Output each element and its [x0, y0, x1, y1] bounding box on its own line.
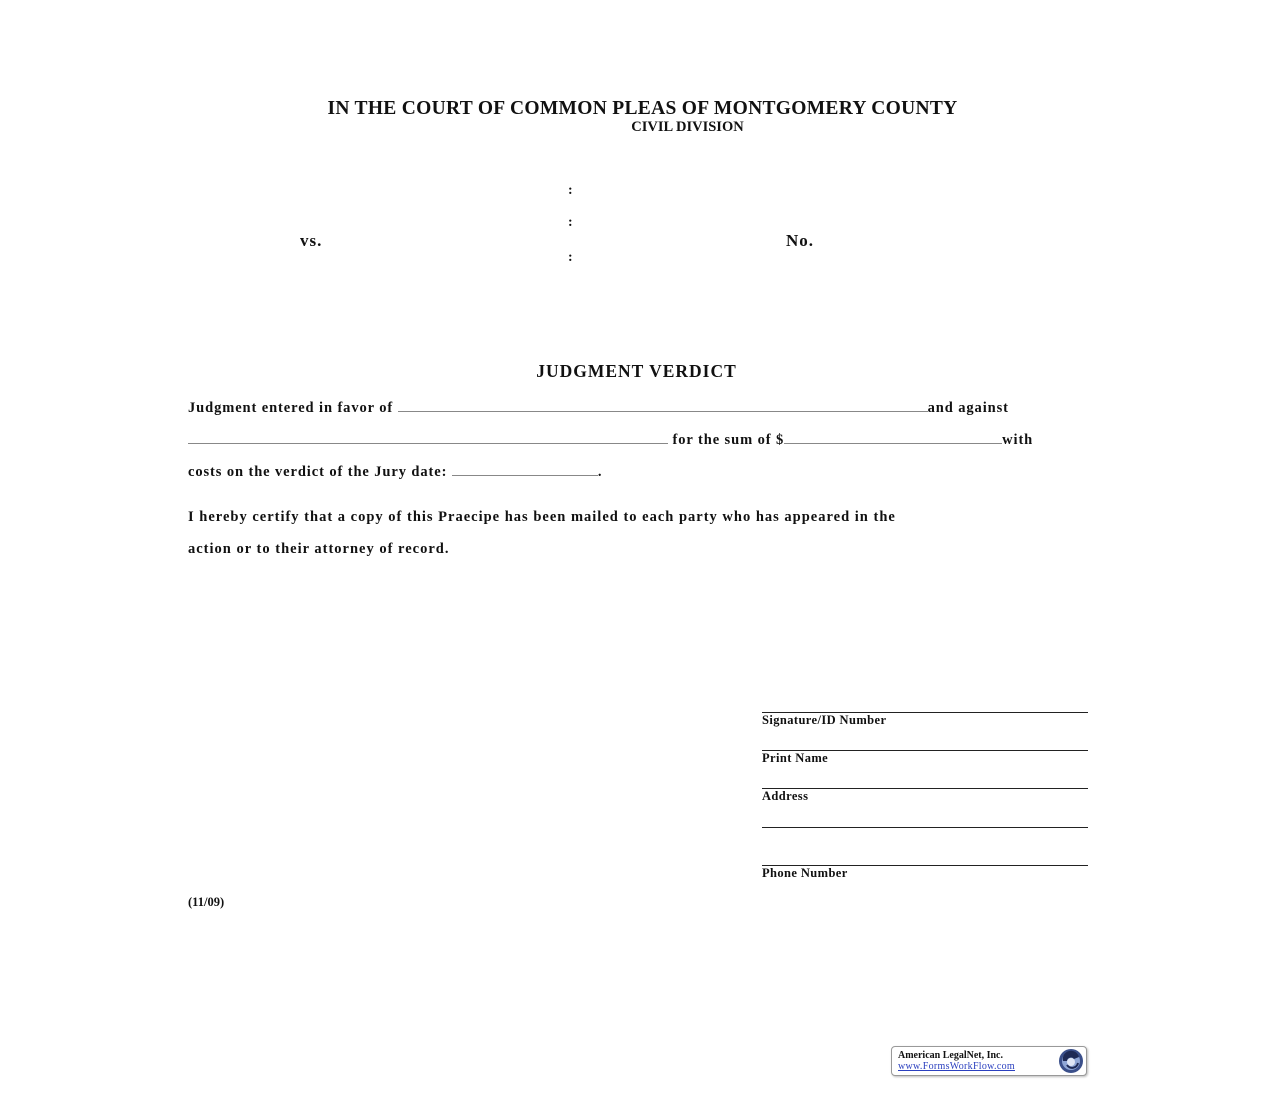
- plaintiff-name-field[interactable]: [398, 397, 928, 412]
- period: .: [597, 464, 603, 480]
- address-line-2-field[interactable]: [762, 827, 1088, 828]
- versus-label: vs.: [300, 231, 323, 250]
- legalnet-badge[interactable]: [891, 1046, 1087, 1076]
- case-number-label: No.: [786, 231, 815, 250]
- address-label: Address: [762, 789, 809, 803]
- revision-date: (11/09): [188, 895, 225, 909]
- certification-text-1: I hereby certify that a copy of this Praecipe has been mailed to each party who has appeared in the: [188, 509, 896, 525]
- badge-company-name: American LegalNet, Inc.: [898, 1050, 1003, 1061]
- badge-url-link[interactable]: www.FormsWorkFlow.com: [898, 1061, 1015, 1072]
- defendant-name-field[interactable]: [188, 429, 668, 444]
- phone-number-label: Phone Number: [762, 866, 848, 880]
- favor-label: Judgment entered in favor of: [188, 400, 394, 416]
- document-title: JUDGMENT VERDICT: [536, 361, 737, 381]
- address-field[interactable]: [762, 788, 1088, 789]
- jury-date-field[interactable]: [452, 461, 598, 476]
- division-subtitle: CIVIL DIVISION: [631, 119, 744, 135]
- sum-amount-field[interactable]: [784, 429, 1002, 444]
- with-label: with: [1002, 432, 1034, 448]
- judgment-line-2: [188, 429, 1088, 449]
- sum-label: for the sum of $: [672, 432, 785, 448]
- caption-colon: :: [568, 250, 573, 265]
- against-label: and against: [927, 400, 1009, 416]
- certification-text-2: action or to their attorney of record.: [188, 541, 450, 557]
- court-title: IN THE COURT OF COMMON PLEAS OF MONTGOMERY COUNTY: [327, 98, 958, 119]
- judgment-line-1: [188, 397, 1088, 417]
- caption-colon: :: [568, 215, 573, 230]
- globe-logo-icon: [1058, 1048, 1084, 1074]
- caption-colon: :: [568, 183, 573, 198]
- signature-label: Signature/ID Number: [762, 713, 887, 727]
- print-name-label: Print Name: [762, 751, 829, 765]
- jury-date-label: costs on the verdict of the Jury date:: [188, 464, 448, 480]
- judgment-line-3: [188, 461, 1088, 481]
